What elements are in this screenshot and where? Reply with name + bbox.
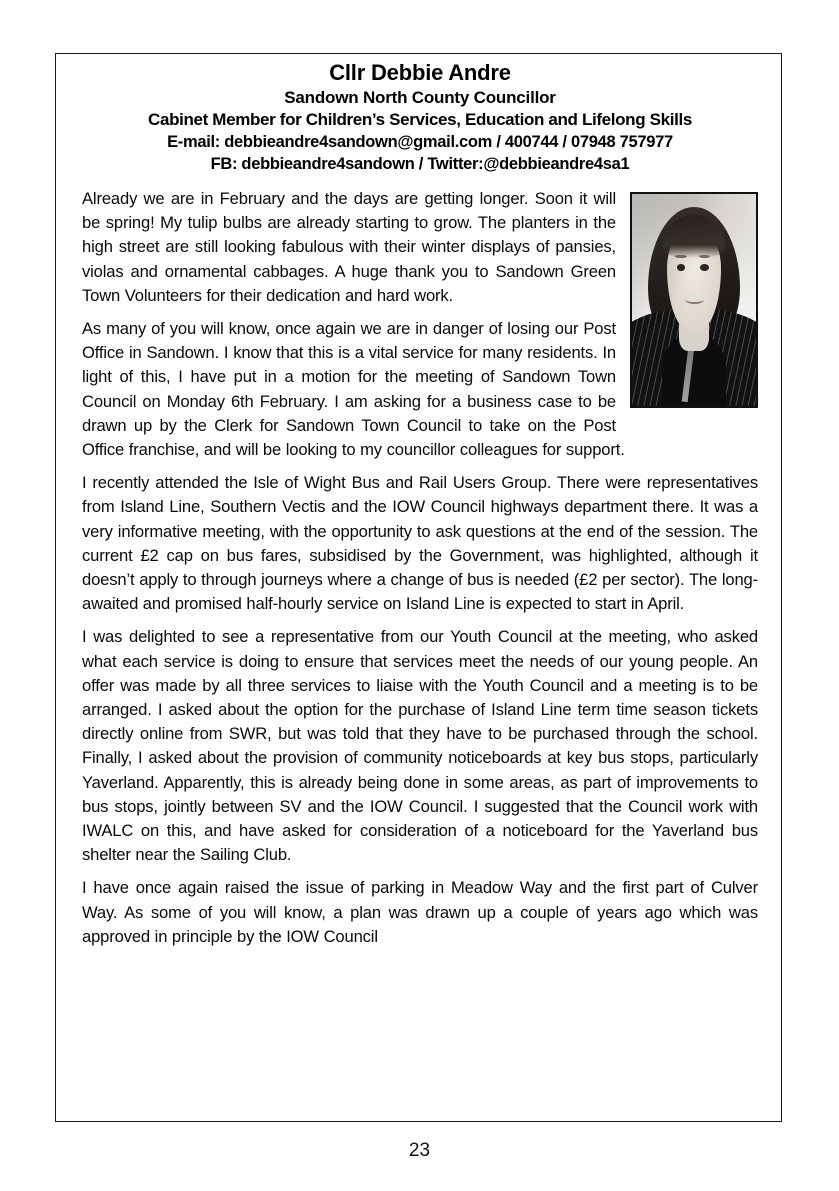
article-body — [82, 187, 758, 949]
social-line: FB: debbieandre4sandown / Twitter:@debbieandre4sa1 — [210, 155, 630, 173]
paragraph-parking: I have once again raised the issue of parking in Meadow Way and the first part of Culver Way. As some of you will know, a plan was drawn up a couple of years ago which was approved in principle by the IOW Council — [82, 878, 758, 946]
paragraph-youth-council: I was delighted to see a representative from our Youth Council at the meeting, who asked what each service is doing to ensure that services meet the needs of our young people. An offer was made by all three services to liaise with the Youth Council and a meeting is to be arranged. I asked about the option for the purchase of Island Line term time season tickets directly online from SWR, but was told that they have to be purchased through the school. Finally, I asked about the provision of community noticeboards at key bus stops, particularly Yaverland. Apparently, this is already being done in some areas, as part of improvements to bus stops, jointly between SV and the IOW Council. I suggested that the Council work with IWALC on this, and have asked for consideration of a noticeboard for the Yaverland bus shelter near the Sailing Club. — [82, 627, 758, 865]
contact-line: E-mail: debbieandre4sandown@gmail.com / 400744 / 07948 757977 — [167, 133, 673, 151]
paragraph-intro: Already we are in February and the days are getting longer. Soon it will be spring! My tulip bulbs are already starting to grow. The planters in the high street are still looking fabulous with their winter displays of pansies, violas and ornamental cabbages. A huge thank you to Sandown Green Town Volunteers for their dedication and hard work. — [82, 189, 616, 305]
paragraph-post-office: As many of you will know, once again we are in danger of losing our Post Office in Sandown. I know that this is a vital service for many residents. In light of this, I have put in a motion for the meeting of Sandown Town Council on Monday 6th February. I am asking for a business case to be drawn up by the Clerk for Sandown Town Council to take on the Post Office franchise, and will be looking to my councillor colleagues for support. — [82, 319, 625, 460]
page-number: 23 — [408, 1140, 431, 1161]
councillor-photo — [630, 192, 758, 408]
councillor-role: Sandown North County Councillor — [284, 88, 556, 107]
councillor-name: Cllr Debbie Andre — [329, 60, 511, 85]
page-content — [82, 60, 758, 949]
photo-shading — [632, 194, 756, 406]
cabinet-role: Cabinet Member for Children’s Services, Education and Lifelong Skills — [148, 110, 692, 129]
photo-image — [632, 194, 756, 406]
paragraph-bus-rail-group: I recently attended the Isle of Wight Bus and Rail Users Group. There were representatives from Island Line, Southern Vectis and the IOW Council highways department there. It was a very informative meeting, with the opportunity to ask questions at the end of the session. The current £2 cap on bus fares, subsidised by the Government, was highlighted, although it doesn’t apply to through journeys where a change of bus is needed (£2 per sector). The long-awaited and promised half-hourly service on Island Line is expected to start in April. — [82, 473, 758, 614]
masthead — [82, 60, 758, 175]
